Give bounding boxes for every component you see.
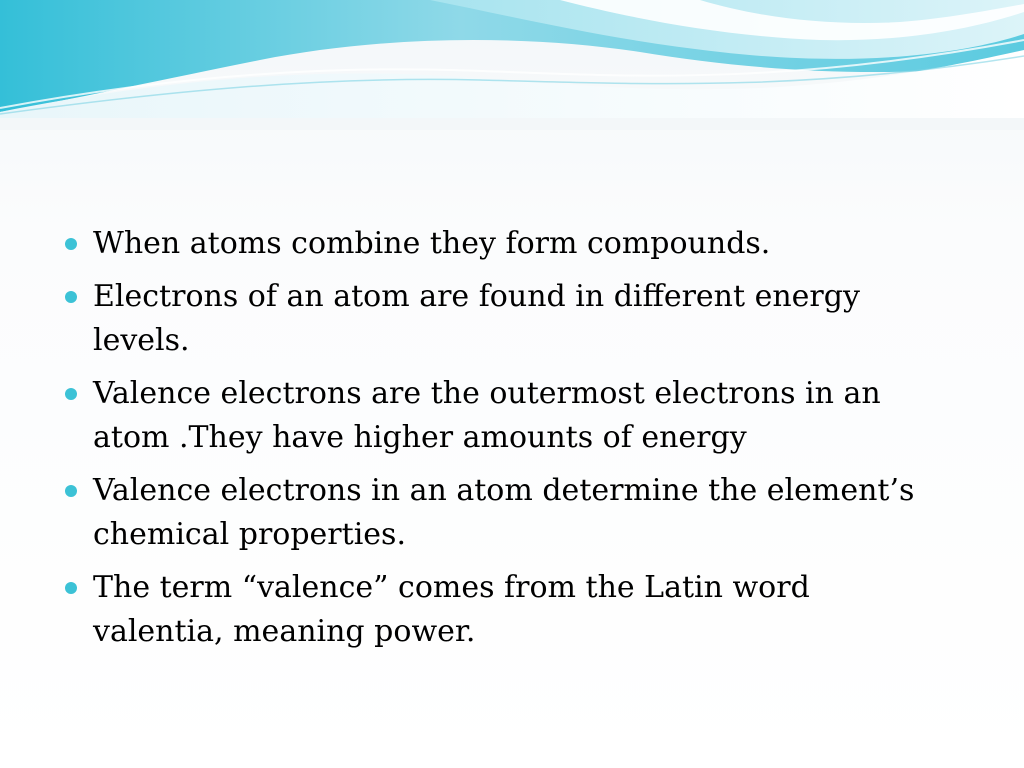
wave-header-decoration [0,0,1024,130]
bullet-text: When atoms combine they form compounds. [93,226,771,261]
bullet-dot-icon [65,238,77,250]
bullet-text: Valence electrons are the outermost electrons in an atom .They have higher amounts of energy [93,376,881,455]
bullet-text: Electrons of an atom are found in different energy levels. [93,279,860,358]
bullet-item [64,275,944,363]
bullet-list [64,222,944,663]
bullet-item [64,566,944,654]
bullet-text: Valence electrons in an atom determine the element’s chemical properties. [93,473,915,552]
bullet-text: The term “valence” comes from the Latin word valentia, meaning power. [93,570,810,649]
bullet-item [64,372,944,460]
bullet-dot-icon [65,291,77,303]
bullet-dot-icon [65,388,77,400]
bullet-item [64,469,944,557]
bullet-dot-icon [65,485,77,497]
bullet-dot-icon [65,582,77,594]
bullet-item [64,222,944,266]
